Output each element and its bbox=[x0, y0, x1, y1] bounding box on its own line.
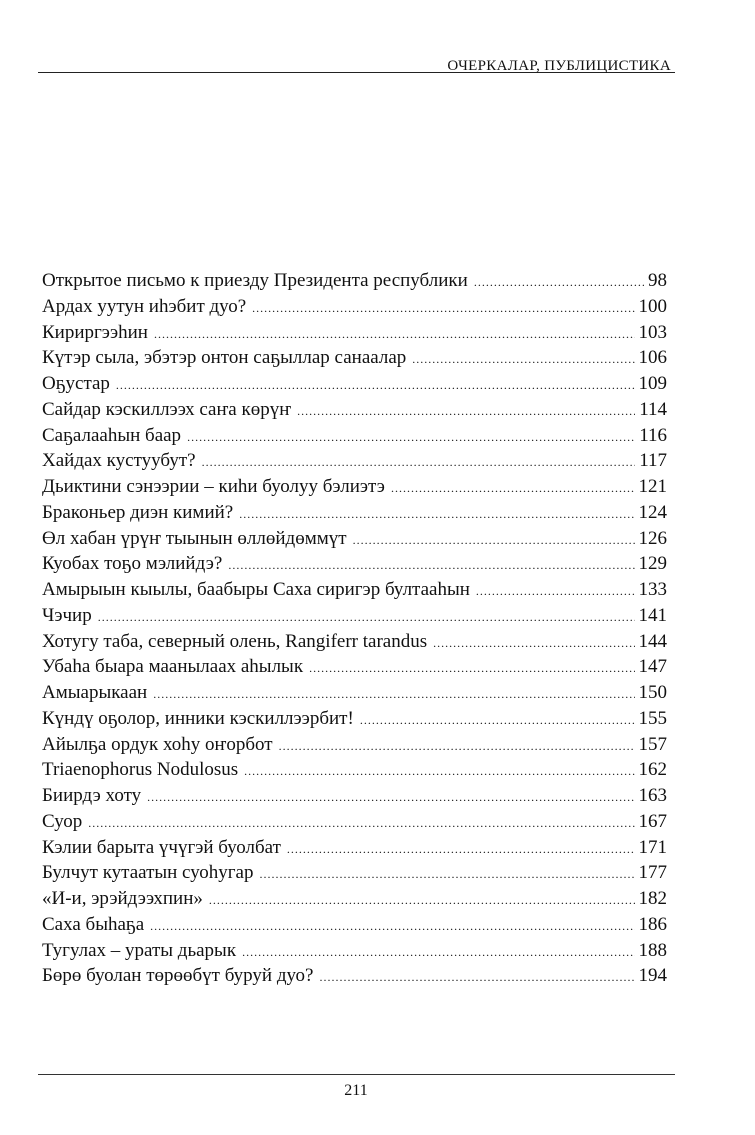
toc-entry bbox=[42, 526, 667, 552]
toc-entry-title: Саҕалааhын баар bbox=[42, 424, 182, 446]
toc-entry-title: Күндү оҕолор, инники кэскиллээрбит! bbox=[42, 707, 354, 729]
toc-entry bbox=[42, 938, 667, 964]
dot-leader bbox=[239, 502, 634, 528]
toc-entry-page: 117 bbox=[639, 450, 667, 472]
toc-entry-page: 157 bbox=[638, 733, 667, 755]
toc-entry-title: Күтэр сыла, эбэтэр онтон саҕыллар санаалар bbox=[42, 347, 407, 369]
toc-entry-title: Оҕустар bbox=[42, 373, 110, 394]
dot-leader bbox=[309, 656, 634, 682]
toc-entry-title: Дьиктини сэнээрии – киhи буолуу бэлиэтэ bbox=[42, 476, 385, 497]
toc-entry-page: 182 bbox=[638, 888, 667, 909]
dot-leader bbox=[252, 296, 634, 322]
toc-entry-page: 106 bbox=[638, 347, 667, 369]
dot-leader bbox=[260, 862, 635, 888]
toc-entry-title: Кириргээhин bbox=[42, 321, 148, 343]
toc-entry bbox=[42, 294, 667, 320]
toc-entry-title: Саха быhаҕа bbox=[42, 913, 145, 935]
toc-entry-title: Биирдэ хоту bbox=[42, 785, 142, 806]
dot-leader bbox=[228, 553, 634, 579]
toc-entry bbox=[42, 706, 667, 732]
toc-entry-page: 126 bbox=[638, 527, 667, 549]
section-title: ОЧЕРКАЛАР, ПУБЛИЦИСТИКА bbox=[447, 58, 671, 74]
toc-entry-page: 155 bbox=[638, 707, 667, 729]
toc-entry-page: 150 bbox=[638, 682, 667, 703]
toc-entry bbox=[42, 654, 667, 680]
toc-entry bbox=[42, 809, 667, 835]
dot-leader bbox=[88, 811, 634, 837]
toc-entry-page: 147 bbox=[638, 656, 667, 678]
dot-leader bbox=[287, 837, 635, 863]
toc-entry bbox=[42, 783, 667, 809]
dot-leader bbox=[116, 373, 635, 399]
dot-leader bbox=[476, 579, 635, 605]
toc-entry bbox=[42, 860, 667, 886]
toc-entry bbox=[42, 320, 667, 346]
dot-leader bbox=[360, 708, 635, 734]
toc-entry-page: 186 bbox=[638, 913, 667, 935]
toc-entry-page: 167 bbox=[638, 810, 667, 832]
toc-entry-page: 121 bbox=[638, 476, 667, 497]
dot-leader bbox=[242, 940, 634, 966]
toc-entry bbox=[42, 345, 667, 371]
toc-entry-title: Открытое письмо к приезду Президента республики bbox=[42, 270, 468, 291]
toc-entry-title: Өл хабан үрүҥ тыынын өллөйдөммүт bbox=[42, 527, 347, 549]
toc-entry-title: Убаhа быара маанылаах аhылык bbox=[42, 656, 304, 678]
toc-entry bbox=[42, 500, 667, 526]
toc-entry-title: Амыарыкаан bbox=[42, 682, 148, 703]
toc-entry bbox=[42, 268, 667, 294]
toc-entry-title: Браконьер диэн кимий? bbox=[42, 501, 234, 523]
page-number: 211 bbox=[344, 1082, 368, 1099]
toc-entry-title: Тугулах – ураты дьарык bbox=[42, 939, 237, 961]
toc-entry-title: Куобах тоҕо мэлийдэ? bbox=[42, 553, 223, 575]
footer-rule bbox=[38, 1074, 675, 1075]
toc-entry-page: 162 bbox=[638, 759, 667, 781]
dot-leader bbox=[353, 528, 635, 554]
toc-entry-title: Сайдар кэскиллээх саҥа көрүҥ bbox=[42, 398, 292, 420]
toc-entry bbox=[42, 474, 667, 500]
toc-entry-page: 188 bbox=[638, 939, 667, 961]
dot-leader bbox=[433, 631, 634, 657]
dot-leader bbox=[187, 425, 635, 451]
toc-entry bbox=[42, 577, 667, 603]
toc-entry-title: «И-и, эрэйдээхпин» bbox=[42, 888, 203, 909]
toc-entry-title: Хотугу таба, северный олень, Rangiferr tarandus bbox=[42, 630, 428, 652]
dot-leader bbox=[153, 682, 634, 708]
toc-entry-page: 124 bbox=[638, 501, 667, 523]
toc-entry-page: 100 bbox=[638, 295, 667, 317]
toc-entry bbox=[42, 371, 667, 397]
toc-entry-title: Бөрө буолан төрөөбүт буруй дуо? bbox=[42, 965, 314, 987]
toc-entry-title: Хайдах кустуубут? bbox=[42, 450, 196, 472]
dot-leader bbox=[154, 322, 635, 348]
toc-entry-title: Ардах уутун иhэбит дуо? bbox=[42, 295, 247, 317]
toc-entry-page: 177 bbox=[638, 862, 667, 884]
dot-leader bbox=[147, 785, 634, 811]
toc-entry bbox=[42, 912, 667, 938]
toc-entry bbox=[42, 629, 667, 655]
toc-entry-page: 98 bbox=[648, 270, 667, 291]
toc-entry bbox=[42, 680, 667, 706]
toc-entry-page: 116 bbox=[639, 424, 667, 446]
toc-entry bbox=[42, 732, 667, 758]
toc-entry-title: Булчут кутаатын суоhугар bbox=[42, 862, 254, 884]
toc-entry-page: 144 bbox=[638, 630, 667, 652]
toc-entry-page: 129 bbox=[638, 553, 667, 575]
dot-leader bbox=[150, 914, 634, 940]
toc-entry bbox=[42, 757, 667, 783]
toc-entry bbox=[42, 835, 667, 861]
toc-entry-page: 133 bbox=[638, 579, 667, 600]
toc-entry bbox=[42, 603, 667, 629]
dot-leader bbox=[98, 605, 635, 631]
toc-entry bbox=[42, 551, 667, 577]
toc-entry-page: 114 bbox=[639, 398, 667, 420]
toc-entry-title: Амырыын кыылы, баабыры Саха сиригэр бултааhын bbox=[42, 579, 470, 600]
dot-leader bbox=[474, 270, 644, 296]
toc-entry-title: Айылҕа ордук хоhу оҥорбот bbox=[42, 733, 273, 755]
toc-entry-page: 141 bbox=[638, 604, 667, 626]
dot-leader bbox=[244, 759, 634, 785]
dot-leader bbox=[391, 476, 635, 502]
toc-entry-page: 109 bbox=[638, 373, 667, 394]
toc-entry-title: Кэлии барыта үчүгэй буолбат bbox=[42, 836, 281, 858]
toc-entry bbox=[42, 448, 667, 474]
toc-entry-title: Чэчир bbox=[42, 604, 92, 626]
dot-leader bbox=[209, 888, 635, 914]
toc-entry-title: Суор bbox=[42, 810, 83, 832]
toc-entry bbox=[42, 963, 667, 989]
toc-entry bbox=[42, 886, 667, 912]
toc-entry-page: 171 bbox=[638, 836, 667, 858]
toc-entry bbox=[42, 397, 667, 423]
dot-leader bbox=[297, 399, 635, 425]
toc-entry-page: 163 bbox=[638, 785, 667, 806]
toc-entry bbox=[42, 423, 667, 449]
toc-entry-page: 194 bbox=[638, 965, 667, 987]
dot-leader bbox=[279, 734, 635, 760]
table-of-contents bbox=[42, 268, 667, 989]
toc-entry-title: Triaenophorus Nodulosus bbox=[42, 759, 239, 781]
dot-leader bbox=[202, 450, 636, 476]
dot-leader bbox=[412, 347, 634, 373]
running-head bbox=[38, 44, 675, 73]
toc-entry-page: 103 bbox=[638, 321, 667, 343]
dot-leader bbox=[319, 965, 634, 991]
